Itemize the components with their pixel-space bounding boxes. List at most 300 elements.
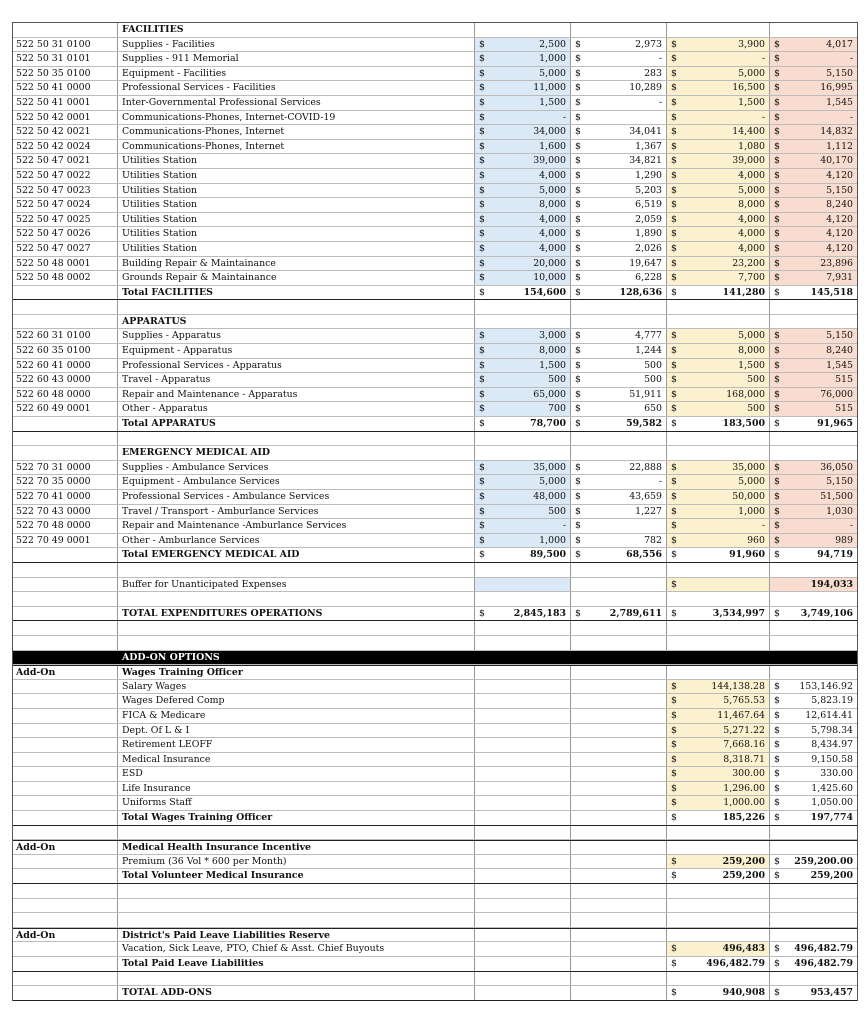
amount-value: 8,318.71 bbox=[723, 753, 765, 765]
amount-value: - bbox=[849, 520, 853, 532]
amount-cell-d bbox=[770, 972, 857, 986]
amount-value: 3,000 bbox=[539, 330, 566, 342]
table-row bbox=[13, 52, 857, 67]
amount-value: 1,000 bbox=[539, 53, 566, 65]
amount-cell-a bbox=[475, 359, 571, 373]
currency-symbol: $ bbox=[774, 724, 780, 736]
amount-cell-d bbox=[770, 738, 857, 752]
amount-cell-c bbox=[667, 184, 770, 198]
row-description: APPARATUS bbox=[119, 315, 475, 329]
amount-cell-a bbox=[475, 184, 571, 198]
row-account: Add-On bbox=[13, 841, 118, 854]
amount-value: 1,000 bbox=[738, 505, 765, 517]
amount-value: 1,890 bbox=[635, 228, 662, 240]
currency-symbol: $ bbox=[671, 330, 677, 342]
row-description: Life Insurance bbox=[119, 782, 475, 796]
amount-cell-b bbox=[571, 505, 667, 519]
currency-symbol: $ bbox=[774, 958, 780, 969]
amount-cell-d bbox=[770, 300, 857, 314]
currency-symbol: $ bbox=[671, 812, 677, 824]
amount-cell-a bbox=[475, 67, 571, 81]
table-row bbox=[13, 23, 857, 38]
row-description: Medical Health Insurance Incentive bbox=[119, 841, 475, 854]
row-account bbox=[13, 855, 118, 869]
currency-symbol: $ bbox=[479, 184, 485, 196]
amount-value: 7,668.16 bbox=[723, 739, 765, 751]
amount-value: 5,271.22 bbox=[723, 724, 765, 736]
row-account: 522 60 48 0000 bbox=[13, 388, 118, 402]
amount-cell-c bbox=[667, 67, 770, 81]
amount-cell-b bbox=[571, 519, 667, 533]
currency-symbol: $ bbox=[774, 943, 780, 955]
amount-value: 14,400 bbox=[732, 126, 765, 138]
row-description: ESD bbox=[119, 767, 475, 781]
amount-cell-b bbox=[571, 154, 667, 168]
amount-value: 5,798.34 bbox=[811, 724, 853, 736]
table-row bbox=[13, 154, 857, 169]
row-account bbox=[13, 913, 118, 927]
currency-symbol: $ bbox=[479, 403, 485, 415]
currency-symbol: $ bbox=[671, 126, 677, 138]
amount-cell-c bbox=[667, 636, 770, 650]
amount-cell-b bbox=[571, 475, 667, 489]
amount-cell-d bbox=[770, 169, 857, 183]
currency-symbol: $ bbox=[479, 549, 485, 561]
amount-value: 5,150 bbox=[826, 184, 853, 196]
amount-cell-b bbox=[571, 388, 667, 402]
amount-value: 1,080 bbox=[738, 140, 765, 152]
amount-cell-a bbox=[475, 738, 571, 752]
amount-value: 48,000 bbox=[533, 491, 566, 502]
amount-value: 145,518 bbox=[810, 286, 853, 298]
amount-cell-b bbox=[571, 38, 667, 52]
row-description: Communications-Phones, Internet-COVID-19 bbox=[119, 111, 475, 125]
row-account: 522 50 35 0100 bbox=[13, 67, 118, 81]
amount-cell-c bbox=[667, 811, 770, 825]
amount-cell-c bbox=[667, 899, 770, 913]
amount-value: 8,240 bbox=[826, 199, 853, 211]
amount-value: 1,425.60 bbox=[811, 782, 853, 794]
amount-value: 59,582 bbox=[626, 418, 662, 430]
currency-symbol: $ bbox=[774, 126, 780, 138]
currency-symbol: $ bbox=[575, 82, 581, 94]
amount-cell-a bbox=[475, 475, 571, 489]
amount-value: 5,000 bbox=[738, 184, 765, 196]
amount-cell-b bbox=[571, 621, 667, 635]
row-description: Salary Wages bbox=[119, 680, 475, 694]
amount-cell-d bbox=[770, 213, 857, 227]
amount-cell-a bbox=[475, 446, 571, 460]
row-description: Professional Services - Apparatus bbox=[119, 359, 475, 373]
amount-value: 4,000 bbox=[539, 228, 566, 240]
row-description: Total Wages Training Officer bbox=[119, 811, 475, 825]
amount-value: 10,289 bbox=[629, 82, 662, 94]
amount-cell-a bbox=[475, 315, 571, 329]
amount-value: 259,200 bbox=[810, 870, 853, 882]
currency-symbol: $ bbox=[671, 418, 677, 430]
amount-cell-d bbox=[770, 782, 857, 796]
amount-value: 4,120 bbox=[826, 213, 853, 225]
table-row bbox=[13, 607, 857, 622]
table-row bbox=[13, 286, 857, 301]
row-description: Communications-Phones, Internet bbox=[119, 140, 475, 154]
row-description: Total APPARATUS bbox=[119, 417, 475, 431]
amount-value: 91,960 bbox=[729, 549, 765, 561]
amount-value: 11,467.64 bbox=[717, 709, 765, 721]
currency-symbol: $ bbox=[774, 680, 780, 692]
currency-symbol: $ bbox=[774, 505, 780, 517]
amount-cell-c bbox=[667, 96, 770, 110]
amount-value: 259,200 bbox=[722, 855, 765, 867]
amount-value: 500 bbox=[747, 374, 765, 386]
amount-cell-d bbox=[770, 505, 857, 519]
amount-cell-a bbox=[475, 666, 571, 679]
table-row bbox=[13, 81, 857, 96]
currency-symbol: $ bbox=[479, 257, 485, 269]
amount-cell-b bbox=[571, 81, 667, 95]
amount-value: 4,000 bbox=[539, 242, 566, 254]
row-description: Utilities Station bbox=[119, 184, 475, 198]
row-description: Total Paid Leave Liabilities bbox=[119, 957, 475, 971]
amount-cell-a bbox=[475, 986, 571, 1000]
amount-value: 4,000 bbox=[738, 242, 765, 254]
amount-cell-b bbox=[571, 402, 667, 416]
amount-cell-b bbox=[571, 96, 667, 110]
currency-symbol: $ bbox=[671, 476, 677, 488]
amount-cell-b bbox=[571, 52, 667, 66]
amount-value: 39,000 bbox=[732, 155, 765, 167]
amount-value: 5,203 bbox=[635, 184, 662, 196]
currency-symbol: $ bbox=[479, 169, 485, 181]
amount-cell-a bbox=[475, 548, 571, 562]
amount-value: 500 bbox=[644, 374, 662, 386]
amount-value: 185,226 bbox=[722, 812, 765, 824]
amount-value: 3,749,106 bbox=[800, 607, 853, 619]
amount-cell-d bbox=[770, 957, 857, 971]
row-account bbox=[13, 23, 118, 37]
currency-symbol: $ bbox=[575, 53, 581, 65]
currency-symbol: $ bbox=[671, 505, 677, 517]
row-description: TOTAL EXPENDITURES OPERATIONS bbox=[119, 607, 475, 621]
amount-cell-b bbox=[571, 724, 667, 738]
amount-cell-b bbox=[571, 796, 667, 810]
row-account bbox=[13, 972, 118, 986]
currency-symbol: $ bbox=[671, 272, 677, 284]
amount-value: 1,030 bbox=[826, 505, 853, 517]
table-row bbox=[13, 782, 857, 797]
amount-value: 515 bbox=[835, 374, 853, 386]
amount-cell-c bbox=[667, 286, 770, 300]
currency-symbol: $ bbox=[774, 812, 780, 824]
amount-cell-c bbox=[667, 198, 770, 212]
amount-cell-a bbox=[475, 257, 571, 271]
currency-symbol: $ bbox=[671, 607, 677, 619]
currency-symbol: $ bbox=[671, 257, 677, 269]
currency-symbol: $ bbox=[671, 724, 677, 736]
amount-cell-c bbox=[667, 271, 770, 285]
table-row bbox=[13, 869, 857, 884]
table-row bbox=[13, 592, 857, 607]
table-row bbox=[13, 96, 857, 111]
amount-cell-a bbox=[475, 505, 571, 519]
amount-cell-b bbox=[571, 242, 667, 256]
row-account: 522 70 41 0000 bbox=[13, 490, 118, 504]
currency-symbol: $ bbox=[774, 709, 780, 721]
amount-cell-b bbox=[571, 782, 667, 796]
row-description: Total FACILITIES bbox=[119, 286, 475, 300]
amount-value: 34,000 bbox=[533, 126, 566, 138]
row-description bbox=[119, 972, 475, 986]
currency-symbol: $ bbox=[479, 126, 485, 138]
amount-cell-c bbox=[667, 724, 770, 738]
currency-symbol: $ bbox=[671, 388, 677, 400]
currency-symbol: $ bbox=[575, 96, 581, 108]
amount-value: 153,146.92 bbox=[799, 680, 853, 692]
amount-value: - bbox=[761, 111, 765, 123]
row-account: 522 50 47 0026 bbox=[13, 227, 118, 241]
table-row bbox=[13, 636, 857, 651]
amount-cell-c bbox=[667, 329, 770, 343]
amount-cell-b bbox=[571, 461, 667, 475]
amount-cell-b bbox=[571, 578, 667, 592]
row-account: 522 50 31 0100 bbox=[13, 38, 118, 52]
amount-value: 4,120 bbox=[826, 228, 853, 240]
currency-symbol: $ bbox=[575, 272, 581, 284]
amount-value: 500 bbox=[644, 359, 662, 371]
row-account: 522 60 35 0100 bbox=[13, 344, 118, 358]
amount-cell-d bbox=[770, 490, 857, 504]
table-row bbox=[13, 811, 857, 826]
currency-symbol: $ bbox=[479, 53, 485, 65]
amount-cell-c bbox=[667, 300, 770, 314]
amount-cell-b bbox=[571, 125, 667, 139]
amount-cell-c bbox=[667, 563, 770, 577]
amount-cell-d bbox=[770, 257, 857, 271]
currency-symbol: $ bbox=[774, 987, 780, 999]
amount-value: 496,483 bbox=[722, 943, 765, 955]
table-row bbox=[13, 563, 857, 578]
table-row bbox=[13, 402, 857, 417]
amount-cell-d bbox=[770, 855, 857, 869]
currency-symbol: $ bbox=[479, 213, 485, 225]
row-description: Equipment - Ambulance Services bbox=[119, 475, 475, 489]
row-account: 522 50 42 0024 bbox=[13, 140, 118, 154]
amount-cell-b bbox=[571, 111, 667, 125]
row-description: Retirement LEOFF bbox=[119, 738, 475, 752]
row-description: Inter-Governmental Professional Services bbox=[119, 96, 475, 110]
currency-symbol: $ bbox=[774, 607, 780, 619]
row-account bbox=[13, 607, 118, 621]
amount-cell-c bbox=[667, 344, 770, 358]
amount-value: 4,000 bbox=[539, 213, 566, 225]
amount-cell-d bbox=[770, 475, 857, 489]
currency-symbol: $ bbox=[774, 82, 780, 94]
currency-symbol: $ bbox=[575, 199, 581, 211]
amount-cell-d bbox=[770, 111, 857, 125]
row-account: 522 60 49 0001 bbox=[13, 402, 118, 416]
currency-symbol: $ bbox=[479, 38, 485, 50]
amount-cell-b bbox=[571, 841, 667, 854]
amount-value: 6,228 bbox=[635, 272, 662, 284]
row-account bbox=[13, 957, 118, 971]
row-account bbox=[13, 680, 118, 694]
amount-value: 4,120 bbox=[826, 169, 853, 181]
currency-symbol: $ bbox=[479, 96, 485, 108]
row-description: Wages Defered Comp bbox=[119, 694, 475, 708]
amount-value: 3,900 bbox=[738, 38, 765, 50]
currency-symbol: $ bbox=[774, 257, 780, 269]
amount-value: 1,296.00 bbox=[723, 782, 765, 794]
currency-symbol: $ bbox=[671, 987, 677, 999]
table-row bbox=[13, 125, 857, 140]
currency-symbol: $ bbox=[774, 345, 780, 357]
currency-symbol: $ bbox=[671, 578, 677, 590]
row-account: 522 50 47 0022 bbox=[13, 169, 118, 183]
currency-symbol: $ bbox=[671, 374, 677, 386]
amount-value: 259,200.00 bbox=[794, 855, 853, 867]
currency-symbol: $ bbox=[774, 534, 780, 546]
currency-symbol: $ bbox=[575, 607, 581, 619]
currency-symbol: $ bbox=[671, 534, 677, 546]
currency-symbol: $ bbox=[774, 286, 780, 298]
amount-value: 128,636 bbox=[619, 286, 662, 298]
amount-cell-d bbox=[770, 841, 857, 854]
row-account: 522 70 48 0000 bbox=[13, 519, 118, 533]
currency-symbol: $ bbox=[671, 491, 677, 502]
row-description: Total Volunteer Medical Insurance bbox=[119, 869, 475, 883]
amount-value: - bbox=[761, 53, 765, 65]
row-description: Uniforms Staff bbox=[119, 796, 475, 810]
amount-cell-b bbox=[571, 271, 667, 285]
row-account bbox=[13, 709, 118, 723]
currency-symbol: $ bbox=[479, 374, 485, 386]
amount-cell-c bbox=[667, 796, 770, 810]
row-account bbox=[13, 446, 118, 460]
amount-value: 4,120 bbox=[826, 242, 853, 254]
amount-cell-b bbox=[571, 826, 667, 840]
amount-cell-d bbox=[770, 621, 857, 635]
amount-cell-b bbox=[571, 184, 667, 198]
currency-symbol: $ bbox=[774, 476, 780, 488]
amount-cell-a bbox=[475, 913, 571, 927]
currency-symbol: $ bbox=[479, 345, 485, 357]
row-description: Medical Insurance bbox=[119, 753, 475, 767]
row-account: 522 70 43 0000 bbox=[13, 505, 118, 519]
currency-symbol: $ bbox=[479, 388, 485, 400]
amount-cell-c bbox=[667, 680, 770, 694]
amount-cell-a bbox=[475, 841, 571, 854]
amount-cell-d bbox=[770, 680, 857, 694]
amount-value: 496,482.79 bbox=[706, 958, 765, 969]
amount-value: 8,000 bbox=[738, 345, 765, 357]
amount-value: 496,482.79 bbox=[794, 943, 853, 955]
currency-symbol: $ bbox=[774, 67, 780, 79]
amount-cell-d bbox=[770, 140, 857, 154]
currency-symbol: $ bbox=[479, 491, 485, 502]
amount-cell-d bbox=[770, 52, 857, 66]
currency-symbol: $ bbox=[774, 753, 780, 765]
amount-cell-b bbox=[571, 417, 667, 431]
row-description: Grounds Repair & Maintainance bbox=[119, 271, 475, 285]
amount-cell-c bbox=[667, 23, 770, 37]
currency-symbol: $ bbox=[479, 418, 485, 430]
amount-cell-d bbox=[770, 461, 857, 475]
currency-symbol: $ bbox=[575, 359, 581, 371]
currency-symbol: $ bbox=[575, 169, 581, 181]
amount-cell-d bbox=[770, 929, 857, 942]
currency-symbol: $ bbox=[774, 695, 780, 707]
amount-cell-c bbox=[667, 213, 770, 227]
amount-cell-b bbox=[571, 563, 667, 577]
row-description: District's Paid Leave Liabilities Reserve bbox=[119, 929, 475, 942]
table-row bbox=[13, 884, 857, 899]
currency-symbol: $ bbox=[774, 374, 780, 386]
currency-symbol: $ bbox=[671, 67, 677, 79]
amount-cell-a bbox=[475, 563, 571, 577]
amount-cell-c bbox=[667, 505, 770, 519]
row-description: Utilities Station bbox=[119, 198, 475, 212]
amount-cell-c bbox=[667, 957, 770, 971]
row-description bbox=[119, 884, 475, 898]
row-account: 522 50 48 0001 bbox=[13, 257, 118, 271]
amount-value: 65,000 bbox=[533, 388, 566, 400]
row-account bbox=[13, 651, 118, 665]
amount-cell-c bbox=[667, 841, 770, 854]
amount-value: 39,000 bbox=[533, 155, 566, 167]
amount-value: 12,614.41 bbox=[805, 709, 853, 721]
row-description: ADD-ON OPTIONS bbox=[122, 651, 220, 663]
amount-value: 14,832 bbox=[820, 126, 853, 138]
row-account: 522 70 31 0000 bbox=[13, 461, 118, 475]
row-account: 522 60 41 0000 bbox=[13, 359, 118, 373]
amount-cell-c bbox=[667, 592, 770, 606]
currency-symbol: $ bbox=[774, 768, 780, 780]
amount-value: 989 bbox=[835, 534, 853, 546]
amount-cell-d bbox=[770, 592, 857, 606]
amount-cell-a bbox=[475, 140, 571, 154]
row-account: 522 50 47 0023 bbox=[13, 184, 118, 198]
row-description: Equipment - Apparatus bbox=[119, 344, 475, 358]
amount-cell-c bbox=[667, 373, 770, 387]
table-row bbox=[13, 461, 857, 476]
currency-symbol: $ bbox=[774, 242, 780, 254]
table-row bbox=[13, 796, 857, 811]
amount-value: 2,059 bbox=[635, 213, 662, 225]
amount-cell-a bbox=[475, 636, 571, 650]
amount-cell-d bbox=[770, 23, 857, 37]
amount-cell-d bbox=[770, 446, 857, 460]
amount-value: 43,659 bbox=[629, 491, 662, 502]
currency-symbol: $ bbox=[774, 855, 780, 867]
amount-cell-b bbox=[571, 767, 667, 781]
table-row bbox=[13, 767, 857, 782]
amount-cell-d bbox=[770, 548, 857, 562]
amount-value: 1,545 bbox=[826, 96, 853, 108]
amount-cell-c bbox=[667, 826, 770, 840]
amount-value: 16,500 bbox=[732, 82, 765, 94]
row-description: Utilities Station bbox=[119, 169, 475, 183]
amount-cell-a bbox=[475, 753, 571, 767]
row-account bbox=[13, 738, 118, 752]
amount-value: 1,244 bbox=[635, 345, 662, 357]
amount-value: 5,765.53 bbox=[723, 695, 765, 707]
row-account bbox=[13, 432, 118, 446]
amount-value: 2,845,183 bbox=[513, 607, 566, 619]
amount-cell-b bbox=[571, 753, 667, 767]
currency-symbol: $ bbox=[575, 228, 581, 240]
amount-value: 782 bbox=[644, 534, 662, 546]
table-row bbox=[13, 986, 857, 1001]
